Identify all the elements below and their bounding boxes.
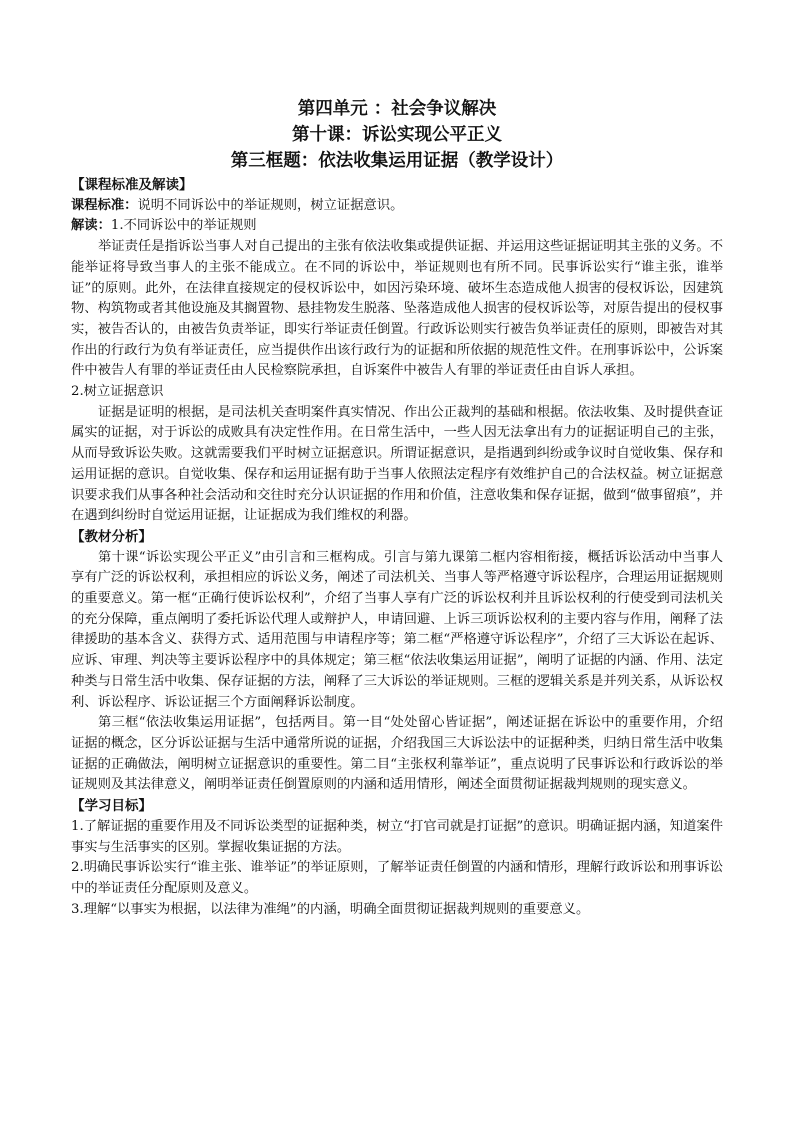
frame-title: 第三框题：依法收集运用证据（教学设计） bbox=[230, 151, 564, 171]
goal-item-3: 3.理解“以事实为根据，以法律为准绳”的内涵，明确全面贯彻证据裁判规则的重要意义。 bbox=[71, 901, 590, 917]
goal-item-2: 2.明确民事诉讼实行“谁主张、谁举证”的举证原则，了解举证责任倒置的内涵和情形，理解行政诉讼和刑事诉讼中的举证责任分配原则及意义。 bbox=[71, 860, 723, 896]
item2-paragraph: 证据是证明的根据，是司法机关查明案件真实情况、作出公正裁判的基础和根据。依法收集、及时提供查证属实的证据，对于诉讼的成败具有决定性作用。在日常生活中，一些人因无法拿出有力的证据证明自己的主张，从而导致诉讼失败。这就需要我们平时树立证据意识。所谓证据意识，是指遇到纠纷或争议时自觉收集、保存和运用证据的意识。自觉收集、保存和运用证据有助于当事人依照法定程序有效维护自己的合法权益。树立证据意识要求我们从事各种社会活动和交往时充分认识证据的作用和价值，注意收集和保存证据，做到“做事留痕”，并在遇到纠纷时自觉运用证据，让证据成为我们维权的利器。 bbox=[71, 404, 723, 524]
goals-heading: 【学习目标】 bbox=[71, 798, 152, 815]
item1-paragraph: 举证责任是指诉讼当事人对自己提出的主张有依法收集或提供证据、并运用这些证据证明其主张的义务。不能举证将导致当事人的主张不能成立。在不同的诉讼中，举证规则也有所不同。民事诉讼实行“谁主张，谁举证”的原则。此外，在法律直接规定的侵权诉讼中，如因污染环境、破坏生态造成他人损害的侵权诉讼，因建筑物、构筑物或者其他设施及其搁置物、悬挂物发生脱落、坠落造成他人损害的侵权诉讼等，对原告提出的侵权事实，被告否认的，由被告负责举证，即实行举证责任倒置。行政诉讼则实行被告负举证责任的原则，即被告对其作出的行政行为负有举证责任，应当提供作出该行政行为的证据和所依据的规范性文件。在刑事诉讼中，公诉案件中被告人有罪的举证责任由人民检察院承担，自诉案件中被告人有罪的举证责任由自诉人承担。 bbox=[71, 239, 723, 379]
goal-item-1: 1.了解证据的重要作用及不同诉讼类型的证据种类，树立“打官司就是打证据”的意识。明确证据内涵，知道案件事实与生活事实的区别。掌握收集证据的方法。 bbox=[71, 818, 723, 855]
analysis-paragraph-1: 第十课“诉讼实现公平正义”由引言和三框构成。引言与第九课第二框内容相衔接，概括诉讼活动中当事人享有广泛的诉讼权利，承担相应的诉讼义务，阐述了司法机关、当事人等严格遵守诉讼程序，合理运用证据规则的重要意义。第一框“正确行使诉讼权利”，介绍了当事人享有广泛的诉讼权利并且诉讼权利的行使受到司法机关的充分保障，重点阐明了委托诉讼代理人或辩护人，申请回避、上诉三项诉讼权利的主要内容与作用，阐释了法律援助的基本含义、获得方式、适用范围与申请程序等；第二框“严格遵守诉讼程序”，介绍了三大诉讼在起诉、应诉、审理、判决等主要诉讼程序中的具体规定；第三框“依法收集运用证据”，阐明了证据的内涵、作用、法定种类与日常生活中收集、保存证据的方法，阐释了三大诉讼的举证规则。三框的逻辑关系是并列关系，从诉讼权利、诉讼程序、诉讼证据三个方面阐释诉讼制度。 bbox=[71, 549, 723, 710]
standard-text: 说明不同诉讼中的举证规则，树立证据意识。 bbox=[137, 197, 404, 213]
item1-title: 1.不同诉讼中的举证规则 bbox=[110, 218, 257, 234]
standard-heading: 【课程标准及解读】 bbox=[71, 177, 193, 193]
lesson-title: 第十课：诉讼实现公平正义 bbox=[292, 125, 502, 145]
reading-line bbox=[71, 216, 723, 237]
item2-title: 2.树立证据意识 bbox=[71, 384, 164, 400]
unit-title: 第四单元 ：社会争议解决 bbox=[297, 99, 497, 119]
standard-line bbox=[71, 196, 723, 217]
reading-label: 解读： bbox=[71, 218, 111, 234]
analysis-paragraph-2: 第三框“依法收集运用证据”，包括两目。第一目“处处留心皆证据”，阐述证据在诉讼中的重要作用，介绍证据的概念，区分诉讼证据与生活中通常所说的证据，介绍我国三大诉讼法中的证据种类，归纳日常生活中收集证据的正确做法，阐明树立证据意识的重要性。第二目“主张权利靠举证”，重点说明了民事诉讼和行政诉讼的举证规则及其法律意义，阐明举证责任倒置原则的内涵和适用情形，阐述全面贯彻证据裁判规则的现实意义。 bbox=[71, 715, 723, 793]
document-page bbox=[71, 96, 723, 920]
analysis-heading: 【教材分析】 bbox=[71, 528, 152, 545]
standard-label: 课程标准： bbox=[71, 197, 138, 213]
